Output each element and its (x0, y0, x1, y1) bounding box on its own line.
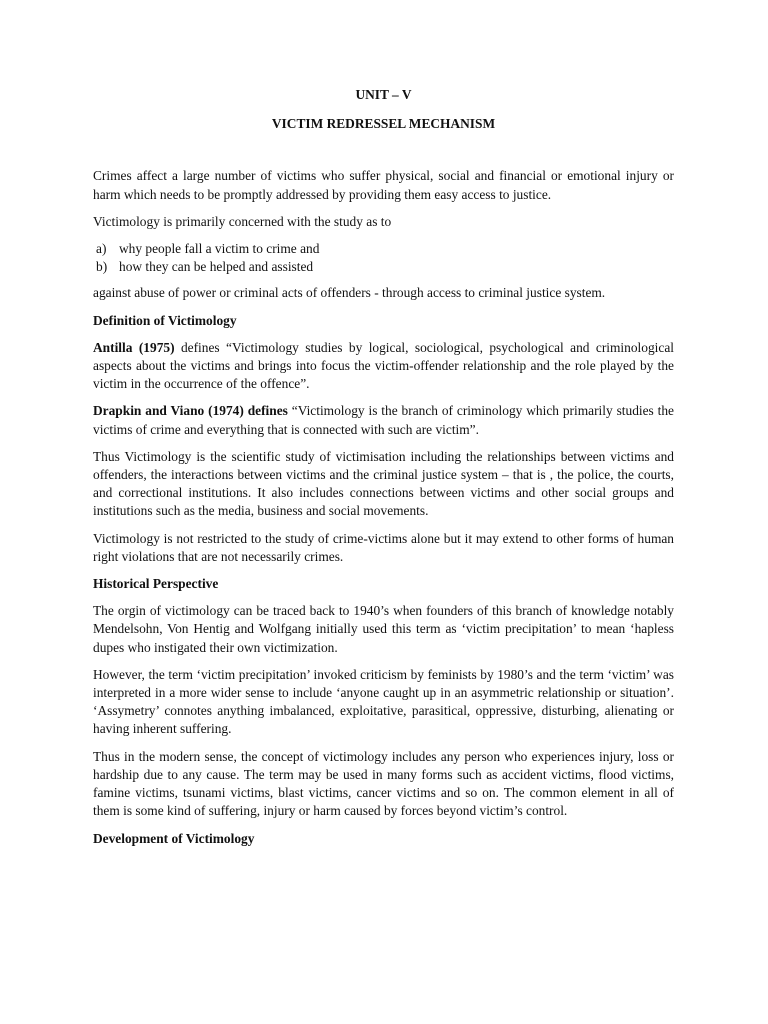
not-restricted-paragraph: Victimology is not restricted to the study of crime-victims alone but it may extend to other forms of human right violations that are not necessarily crimes. (93, 530, 674, 564)
list-item (93, 240, 674, 258)
list-item-text: how they can be helped and assisted (119, 259, 314, 275)
historical-heading: Historical Perspective (93, 576, 219, 592)
abuse-paragraph: against abuse of power or criminal acts of offenders - through access to criminal justice system. (93, 285, 606, 301)
document-title: VICTIM REDRESSEL MECHANISM (271, 116, 496, 132)
study-list (93, 240, 674, 276)
unit-heading: UNIT – V (355, 87, 412, 102)
list-marker: b) (96, 259, 108, 275)
definition-heading: Definition of Victimology (93, 312, 237, 328)
list-item-text: why people fall a victim to crime and (119, 241, 320, 257)
list-marker: a) (96, 241, 107, 257)
modern-sense-paragraph: Thus in the modern sense, the concept of victimology includes any person who experiences injury, loss or hardship due to any cause. The term may be used in many forms such as accident victims, flood victims, famine victims, tsunami victims, blast victims, cancer victims and so on. The common element in all of them is some kind of suffering, injury or harm caused by forces beyond victim’s control. (93, 748, 674, 819)
list-item (93, 258, 674, 276)
antilla-text: defines “Victimology studies by logical, sociological, psychological and criminological aspects about the victims and brings into focus the victim-offender relationship and the role played by the victim in the occurrence of the offence”. (93, 339, 674, 392)
antilla-citation: Antilla (1975) (93, 339, 175, 355)
study-intro-paragraph: Victimology is primarily concerned with the study as to (93, 213, 392, 229)
antilla-paragraph (93, 339, 674, 394)
scientific-study-paragraph: Thus Victimology is the scientific study of victimisation including the relationships between victims and offenders, the interactions between victims and the criminal justice system – that is , the police, the courts, and correctional institutions. It also includes connections between victims and other social groups and institutions such as the media, business and social movements. (93, 448, 674, 519)
document-page (93, 86, 674, 857)
drapkin-paragraph (93, 402, 674, 438)
criticism-paragraph: However, the term ‘victim precipitation’ invoked criticism by feminists by 1980’s and the term ‘victim’ was interpreted in a more wider sense to include ‘anyone caught up in an asymmetric relationship or situation’. ‘Assymetry’ connotes anything imbalanced, exploitative, parasitical, oppressive, disturbing, alienating or having inherent suffering. (93, 666, 674, 737)
origin-paragraph: The orgin of victimology can be traced back to 1940’s when founders of this branch of knowledge notably Mendelsohn, Von Hentig and Wolfgang initially used this term as ‘victim precipitation’ to mean ‘hapless dupes who instigated their own victimization. (93, 603, 674, 655)
drapkin-text: “Victimology is the branch of criminology which primarily studies the victims of crime and everything that is connected with such are victim”. (93, 403, 675, 437)
drapkin-citation: Drapkin and Viano (1974) defines (93, 403, 288, 419)
development-heading: Development of Victimology (93, 830, 255, 846)
intro-paragraph: Crimes affect a large number of victims who suffer physical, social and financial or emotional injury or harm which needs to be promptly addressed by providing them easy access to justice. (93, 168, 674, 202)
